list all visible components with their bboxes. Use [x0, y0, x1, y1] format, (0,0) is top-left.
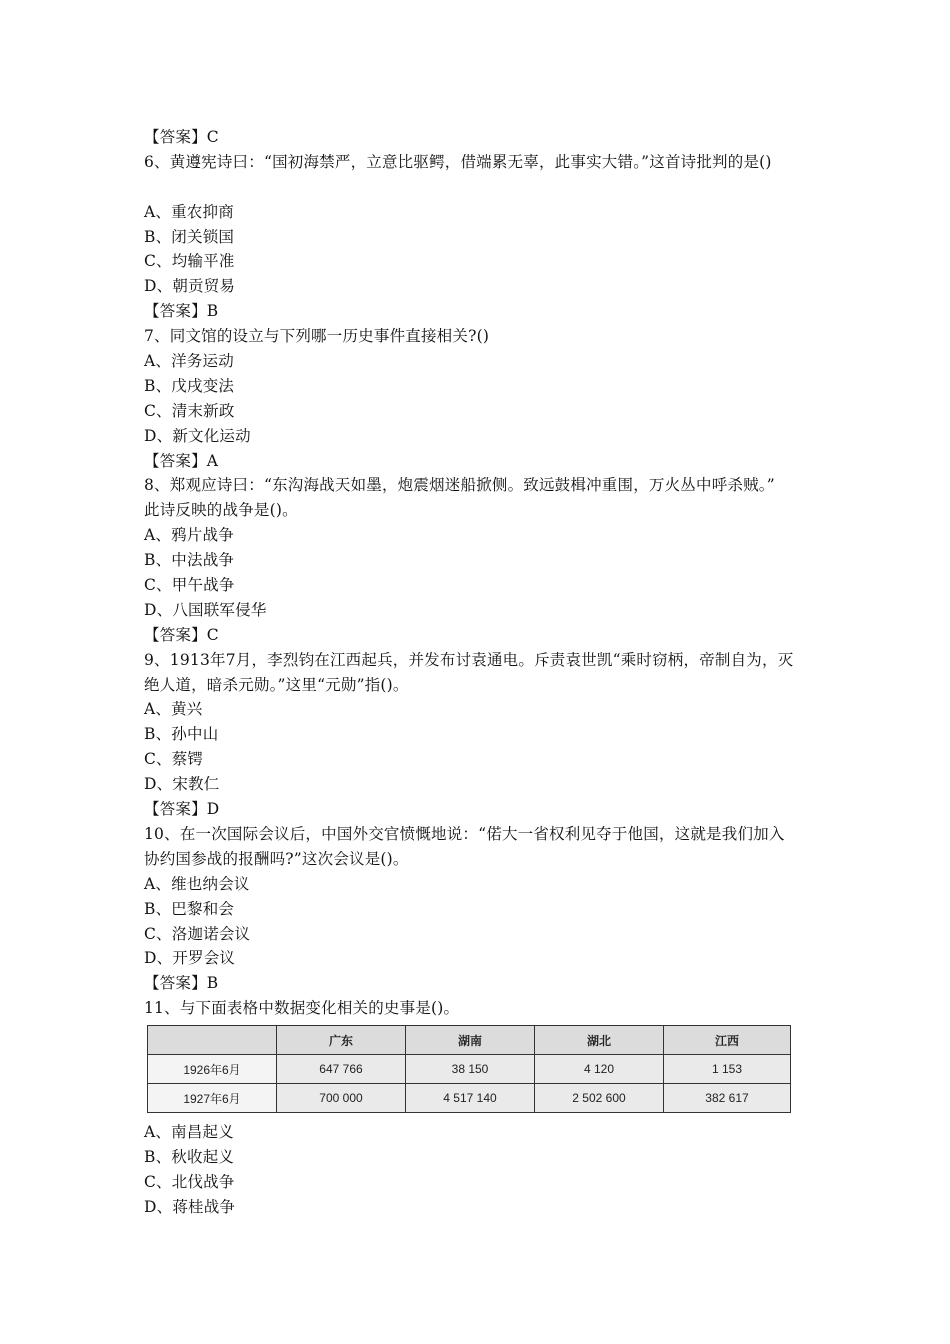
- q6-option-d: D、朝贡贸易: [144, 277, 236, 296]
- q9-option-c: C、蔡锷: [144, 750, 204, 769]
- q6-option-b: B、闭关锁国: [144, 227, 235, 246]
- answer-q6: 【答案】B: [144, 302, 219, 321]
- question-7-stem: 7、同文馆的设立与下列哪一历史事件直接相关?(): [144, 327, 490, 346]
- q11-option-d: D、蒋桂战争: [144, 1197, 236, 1216]
- q8-option-a: A、鸦片战争: [144, 526, 234, 545]
- question-6-stem: 6、黄遵宪诗曰：“国初海禁严，立意比驱鳄，借端累无辜，此事实大错。”这首诗批判的是(): [144, 152, 772, 171]
- table-cell: 38 150: [406, 1055, 535, 1084]
- table-header-cell: 湖南: [406, 1026, 535, 1055]
- q11-option-a: A、南昌起义: [144, 1123, 234, 1142]
- question-11-stem: 11、与下面表格中数据变化相关的史事是()。: [144, 999, 460, 1018]
- answer-q8: 【答案】C: [144, 625, 219, 644]
- spacer: [144, 175, 814, 200]
- exam-page: [144, 125, 814, 1220]
- table-header-cell: 广东: [277, 1026, 406, 1055]
- answer-q7: 【答案】A: [144, 451, 219, 470]
- q8-option-c: C、甲午战争: [144, 576, 235, 595]
- answer-q10: 【答案】B: [144, 974, 219, 993]
- table-cell: 1 153: [664, 1055, 791, 1084]
- q8-option-b: B、中法战争: [144, 551, 235, 570]
- q9-option-a: A、黄兴: [144, 700, 203, 719]
- q7-option-c: C、清末新政: [144, 401, 235, 420]
- q6-option-c: C、均输平准: [144, 252, 235, 271]
- question-8-stem-line2: 此诗反映的战争是()。: [144, 501, 298, 520]
- question-8-stem-line1: 8、郑观应诗曰：“东沟海战天如墨，炮震烟迷船掀侧。致远鼓楫冲重围，万火丛中呼杀贼。”: [144, 476, 775, 495]
- q7-option-d: D、新文化运动: [144, 426, 251, 445]
- q10-option-b: B、巴黎和会: [144, 899, 235, 918]
- table-row-label: 1926年6月: [148, 1055, 277, 1084]
- table-row-label: 1927年6月: [148, 1084, 277, 1113]
- q9-option-d: D、宋教仁: [144, 775, 220, 794]
- table-cell: 4 517 140: [406, 1084, 535, 1113]
- q7-option-b: B、戊戌变法: [144, 376, 235, 395]
- table-header-cell: 江西: [664, 1026, 791, 1055]
- table-row: [148, 1084, 791, 1113]
- q10-option-d: D、开罗会议: [144, 949, 236, 968]
- q6-option-a: A、重农抑商: [144, 202, 234, 221]
- table-cell: 382 617: [664, 1084, 791, 1113]
- q11-option-b: B、秋收起义: [144, 1147, 235, 1166]
- q8-option-d: D、八国联军侵华: [144, 600, 267, 619]
- q7-option-a: A、洋务运动: [144, 352, 234, 371]
- question-9-stem-line2: 绝人道，暗杀元勋。”这里“元勋”指()。: [144, 675, 409, 694]
- table-row: [148, 1055, 791, 1084]
- table-header-row: [148, 1026, 791, 1055]
- q10-option-a: A、维也纳会议: [144, 874, 250, 893]
- table-cell: 4 120: [535, 1055, 664, 1084]
- question-10-stem-line2: 协约国参战的报酬吗?”这次会议是()。: [144, 849, 409, 868]
- table-cell: 2 502 600: [535, 1084, 664, 1113]
- answer-q5: 【答案】C: [144, 128, 219, 146]
- table-header-corner: [148, 1026, 277, 1055]
- answer-q9: 【答案】D: [144, 800, 220, 819]
- membership-data-table: [147, 1025, 791, 1113]
- table-cell: 647 766: [277, 1055, 406, 1084]
- q9-option-b: B、孙中山: [144, 725, 219, 744]
- question-10-stem-line1: 10、在一次国际会议后，中国外交官愤慨地说：“偌大一省权利见夺于他国，这就是我们加入: [144, 824, 785, 843]
- q10-option-c: C、洛迦诺会议: [144, 924, 251, 943]
- q11-option-c: C、北伐战争: [144, 1172, 235, 1191]
- table-cell: 700 000: [277, 1084, 406, 1113]
- table-header-cell: 湖北: [535, 1026, 664, 1055]
- question-9-stem-line1: 9、1913年7月，李烈钧在江西起兵，并发布讨袁通电。斥责袁世凯“乘时窃柄，帝制自为，灭: [144, 650, 794, 669]
